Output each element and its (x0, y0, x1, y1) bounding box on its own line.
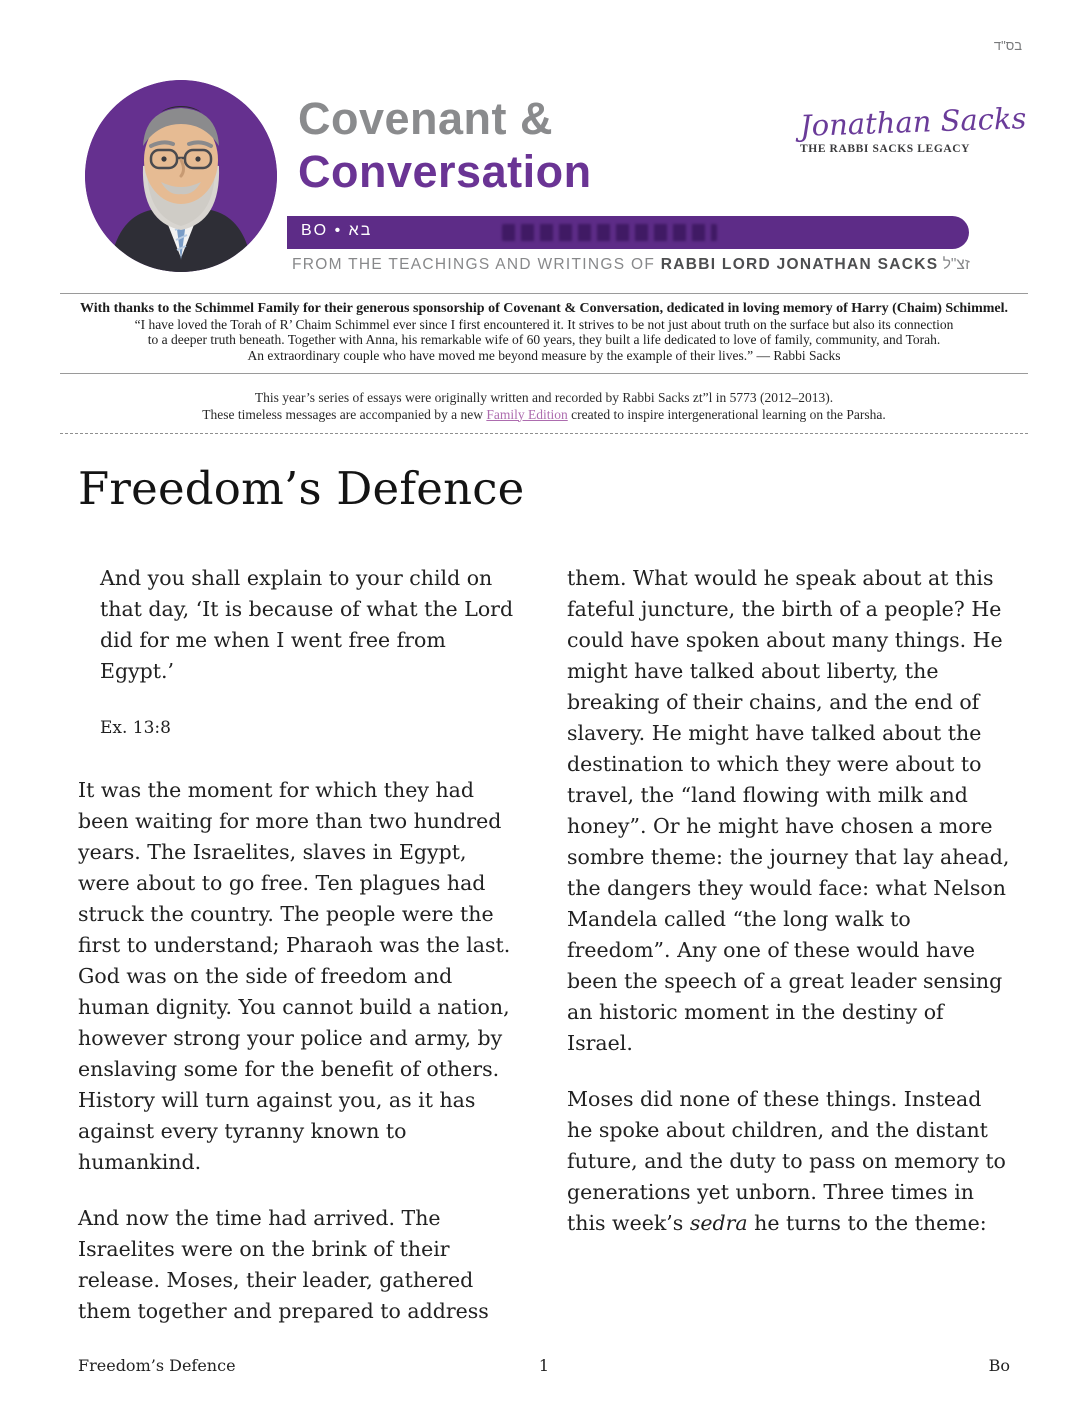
sponsorship-quote-line: “I have loved the Torah of R’ Chaim Schimmel ever since I first encountered it. It strives to be not just about truth on the surface but also its connection (134, 316, 954, 332)
quote-source: Ex. 13:8 (100, 718, 171, 738)
divider (60, 373, 1028, 374)
logo-conversation-line: Conversation (298, 146, 592, 197)
sponsorship-quote-line: to a deeper truth beneath. Together with Anna, his remarkable wife of 60 years, they built a life dedicated to love of family, community, and Torah. (147, 332, 941, 347)
sponsorship-dedication: With thanks to the Schimmel Family for their generous sponsorship of Covenant & Conversation, dedicated in loving memory of Harry (Chaim) Schimmel. (79, 301, 1008, 316)
banner-ghost-text (502, 224, 717, 241)
paragraph: Moses did none of these things. Instead he spoke about children, and the distant future, and the duty to pass on memory to generations yet unborn. Three times in this week’s sedra he turns to the theme: (567, 1087, 1006, 1235)
tagline-author: RABBI LORD JONATHAN SACKS (660, 256, 939, 273)
rabbi-sacks-legacy-logo (799, 101, 1027, 155)
legacy-caption: THE RABBI SACKS LEGACY (800, 143, 971, 155)
bsd-label: בס"ד (993, 38, 1022, 53)
series-note-line: This year’s series of essays were originally written and recorded by Rabbi Sacks zt”l in 5773 (2012–2013). (254, 390, 834, 405)
logo-covenant-line: Covenant & (298, 93, 554, 144)
page-number: 1 (538, 1356, 550, 1375)
parsha-banner (287, 216, 969, 249)
page-title: Freedom’s Defence (78, 462, 525, 515)
right-column (567, 563, 1010, 1239)
parsha-name-label: BO • בא (301, 222, 373, 239)
rabbi-sacks-photo (85, 80, 277, 272)
paragraph: And now the time had arrived. The Israelites were on the brink of their release. Moses, their leader, gathered them together and prepared to address (78, 1206, 489, 1323)
paragraph: It was the moment for which they had been waiting for more than two hundred years. The Israelites, slaves in Egypt, were about to go free. Ten plagues had struck the country. The people were the first to understand; Pharaoh was the last. God was on the side of freedom and human dignity. You cannot build a nation, however strong your police and army, by enslaving some for the benefit of others. History will turn against you, as it has against every tyranny known to humankind. (78, 778, 511, 1174)
left-column (78, 563, 521, 1327)
footer-essay-title: Freedom’s Defence (78, 1356, 236, 1375)
paragraph: them. What would he speak about at this fateful juncture, the birth of a people? He could have spoken about many things. He might have talked about liberty, the breaking of their chains, and the end of slavery. He might have talked about the destination to which they were about to travel, the “land flowing with milk and honey”. Or he might have chosen a more sombre theme: the journey that lay ahead, the dangers they would face: what Nelson Mandela called “the long walk to freedom”. Any one of these would have been the speech of a great leader sensing an historic moment in the destiny of Israel. (567, 566, 1010, 1055)
bullet-separator: • (334, 222, 343, 239)
divider (60, 293, 1028, 294)
sponsorship-quote-line: An extraordinary couple who have moved me beyond measure by the example of their lives.” — Rabbi Sacks (247, 347, 841, 363)
tagline: FROM THE TEACHINGS AND WRITINGS OF RABBI LORD JONATHAN SACKS זצ"ל (292, 256, 970, 273)
signature-icon: Jonathan Sacks (799, 101, 1027, 143)
footer-parsha: Bo (988, 1356, 1010, 1375)
family-edition-link[interactable]: Family Edition (486, 406, 568, 422)
series-note (70, 390, 1018, 423)
divider-dashed (60, 433, 1028, 434)
rabbi-sacks-portrait-icon (85, 80, 277, 272)
scripture-quote: And you shall explain to your child on that day, ‘It is because of what the Lord did for me when I went free from Egypt.’ (100, 566, 514, 683)
sponsorship-block (70, 301, 1018, 363)
covenant-conversation-logo (298, 92, 592, 198)
series-note-line: These timeless messages are accompanied by a new Family Edition created to inspire intergenerational learning on the Parsha. (202, 406, 886, 422)
